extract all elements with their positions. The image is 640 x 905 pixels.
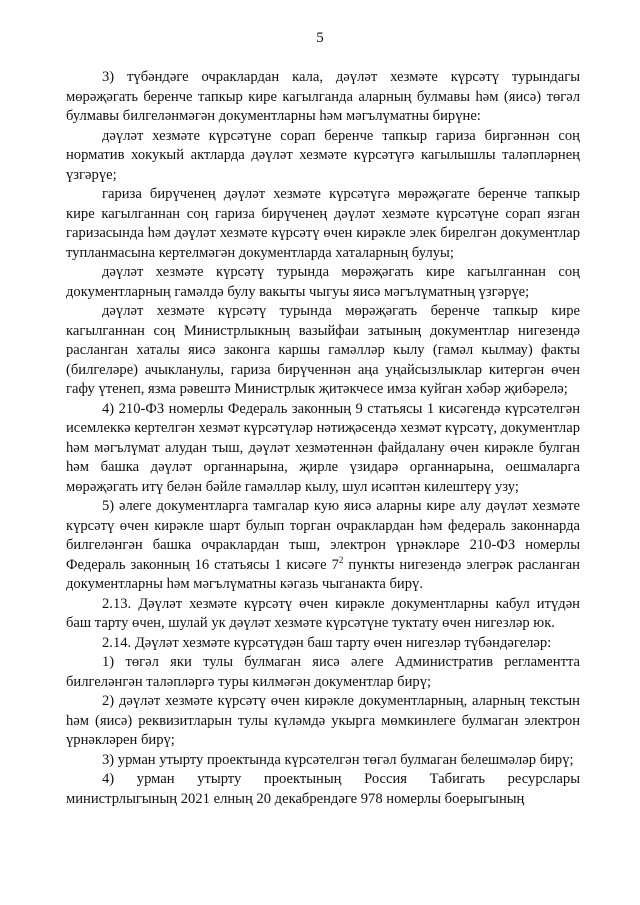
paragraph-expired-documents: дəүлəт хезмəте күрсəтү турында мөрəҗəгать кире кагылганнан соң документларның гамəлдə булу вакыты чыгуы яисə мəгълүматның үзгəрүе; bbox=[66, 264, 580, 300]
page-number: 5 bbox=[316, 30, 324, 46]
paragraph-refusal-reason-3: 3) урман утырту проектында күрсəтелгəн төгəл булмаган белешмəлəр бирү; bbox=[102, 751, 574, 768]
paragraph-item-5-text-after: пункты нигезендə элегрəк расланган документларны һəм мəгълүматны кəгазь чыганакта бирү. bbox=[66, 556, 580, 592]
paragraph-section-2-14: 2.14. Дəүлəт хезмəте күрсəтүдəн баш тарту өчен нигезлəр түбəндəгелəр: bbox=[102, 634, 552, 651]
paragraph-refusal-reason-1: 1) төгəл яки тулы булмаган яисə əлеге Административ регламентта билгелəнгəн талəплəргə туры килмəгəн документлар бирү; bbox=[66, 654, 580, 690]
paragraph-official-misconduct: дəүлəт хезмəте күрсəтү турында мөрəҗəгать беренче тапкыр кире кагылганнан соң Министрлыкның вазыйфаи затының документлар нигезендə расланган хаталы яисə законга каршы гамəллəр кылу (гамəл кылмау) факты (билгелəре) ачыкланулы, гариза бирүченнəн аңа уңайсызлыклар китергəн өчен гафу үтенеп, язма рəвештə Министрлык җитəкчесе имза куйган хəбəр җибəрелə; bbox=[66, 303, 580, 397]
document-body bbox=[66, 68, 580, 809]
paragraph-section-2-13: 2.13. Дəүлəт хезмəте күрсəтү өчен кирəкле документларны кабул итүдəн баш тарту өчен, шулай ук дəүлəт хезмəте күрсəтүне туктату өчен нигезлəр юк. bbox=[66, 595, 580, 631]
paragraph-item-5 bbox=[66, 497, 580, 595]
paragraph-item-3-intro: 3) түбəндəге очраклардан кала, дəүлəт хезмəте күрсəтү турындагы мөрəҗəгать беренче тапкыр кире кагылганда аларның булмавы һəм (яисə) төгəл булмавы билгелəнмəгəн документларны һəм мəгълүматны бирүне: bbox=[66, 69, 580, 124]
paragraph-refusal-reason-2: 2) дəүлəт хезмəте күрсəтү өчен кирəкле документларның, аларның текстын һəм (яисə) реквизитларын тулы күлəмдə укырга мөмкинлеге булмаган электрон үрнəклəрен бирү; bbox=[66, 693, 580, 748]
paragraph-errors-in-documents: гариза бирүченең дəүлəт хезмəте күрсəтүгə мөрəҗəгате беренче тапкыр кире кагылганнан соң гариза бирүченең дəүлəт хезмəте күрсəтүне сорап язган гаризасында һəм дəүлəт хезмəте күрсəтү өчен кирəкле элек бирелгəн документлар тупланмасына кертелмəгəн документларда хаталарның булуы; bbox=[66, 186, 580, 261]
paragraph-legal-changes: дəүлəт хезмəте күрсəтүне сорап беренче тапкыр гариза биргəннəн соң норматив хокукый актларда дəүлəт хезмəте күрсəтүгə кагылышлы талəплəрнең үзгəрүе; bbox=[66, 127, 580, 183]
paragraph-item-5-superscript: 2 bbox=[338, 554, 344, 565]
paragraph-item-5-text: 5) әлеге документларга тамгалар кую яисə аларны кире алу дəүлəт хезмəте күрсəтү өчен кирəкле шарт булып торган очраклардан һəм федераль законнарда билгелəнгəн башка очраклардан тыш, электрон үрнəклəре 210-ФЗ номерлы Федераль законның 16 статьясы 1 кисəге 7 bbox=[66, 498, 580, 573]
paragraph-refusal-reason-4: 4) урман утырту проектының Россия Табигать ресурслары министрлыгының 2021 елның 20 декабрендəге 978 номерлы боерыгының bbox=[66, 771, 580, 807]
paragraph-item-4: 4) 210-ФЗ номерлы Федераль законның 9 статьясы 1 кисəгендə күрсəтелгəн исемлеккə кертелгəн хезмəт күрсəтүлəр нəтиҗəсендə хезмəт күрсəтү, документлар һəм мəгълүмат алудан тыш, дəүлəт хезмəтеннəн файдалану өчен кирəкле булган һəм башка дəүлəт органнарына, җирле үзидарə органнарына, оешмаларга мөрəҗəгать итү белəн бəйле гамəллəр кылу, шул исəптəн килештерү узу; bbox=[66, 400, 580, 495]
